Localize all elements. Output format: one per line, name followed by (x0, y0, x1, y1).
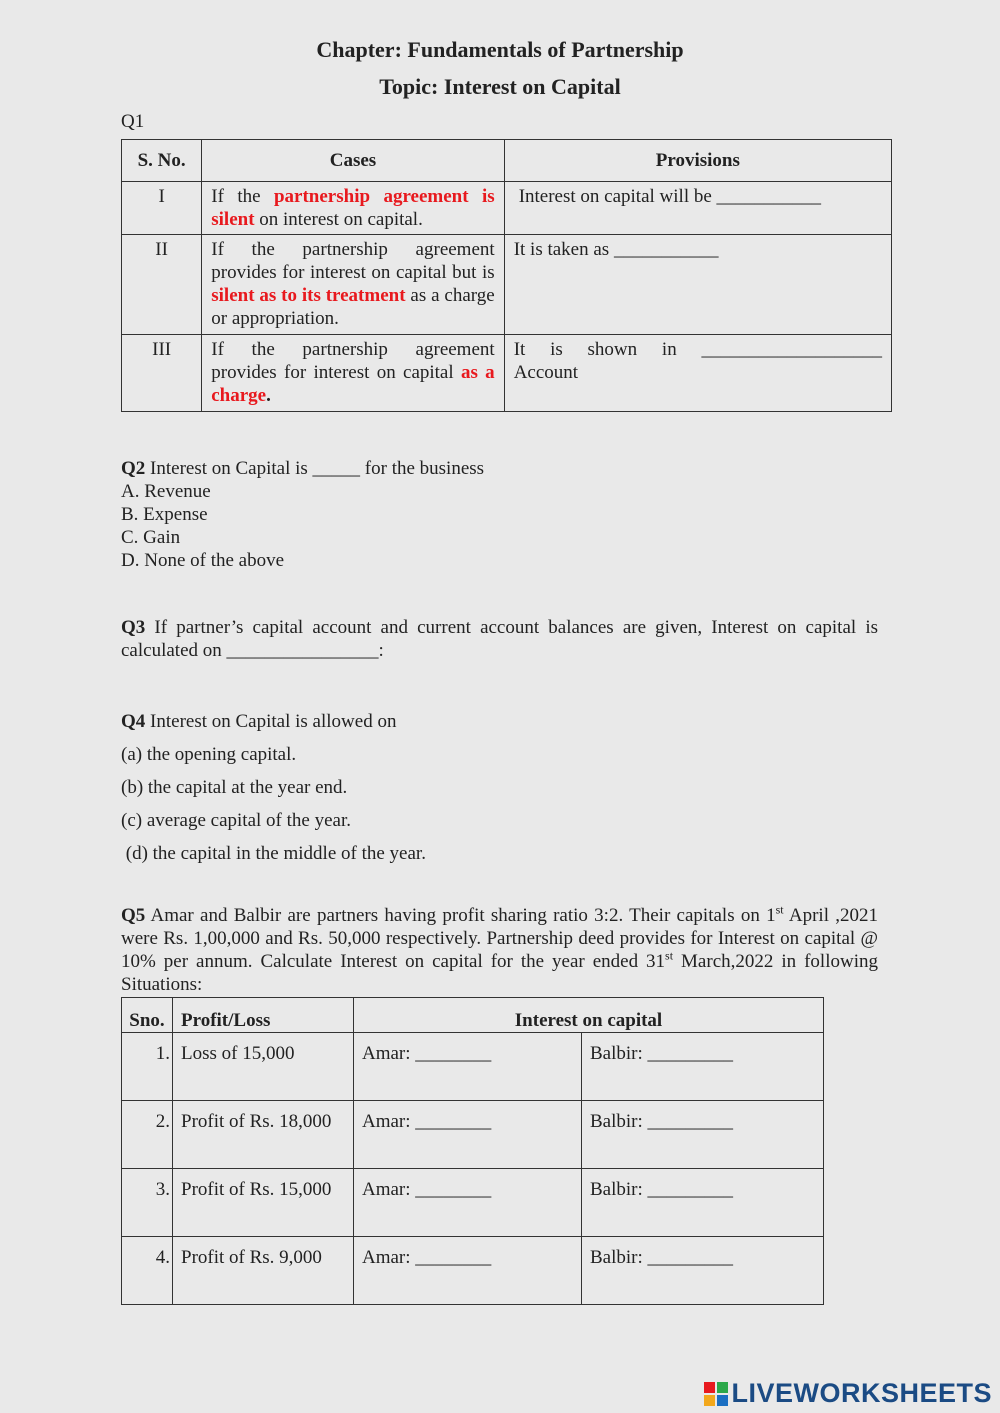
provision-line: It is shown in ___________________ (513, 339, 882, 360)
table-row (122, 335, 892, 412)
topic-title: Topic: Interest on Capital (379, 74, 621, 99)
logo-square (717, 1382, 728, 1393)
q3-number: Q3 (121, 617, 146, 638)
q5-sup: st (665, 948, 674, 963)
provision-text[interactable] (504, 335, 891, 412)
row-profit-loss: Profit of Rs. 18,000 (173, 1101, 354, 1169)
q1-table (121, 139, 892, 412)
header-sno: Sno. (122, 998, 173, 1033)
q2-option-b[interactable]: B. Expense (121, 504, 208, 525)
q4-option-a[interactable]: (a) the opening capital. (121, 744, 297, 765)
case-text (202, 235, 504, 335)
case-text-part: If the (211, 186, 274, 207)
row-sno: 1. (122, 1033, 173, 1101)
q5-text: April ,2021 were Rs. 1,00,000 and Rs. 50,000 respectively. Partnership deed provides for Interest on capital @ 10% per annum. Calculate Interest on capital for the year ended 31 (121, 905, 879, 972)
amar-answer[interactable]: Amar: ________ (354, 1237, 582, 1305)
provision-line: Account (513, 362, 579, 383)
q4-option-c[interactable]: (c) average capital of the year. (121, 810, 351, 831)
chapter-title: Chapter: Fundamentals of Partnership (316, 37, 684, 62)
q5-question (121, 904, 878, 996)
table-row (122, 1033, 824, 1101)
q2-option-d[interactable]: D. None of the above (121, 550, 285, 571)
q2-question[interactable] (121, 457, 484, 480)
q2-text: Interest on Capital is _____ for the business (145, 458, 485, 479)
logo-square (704, 1382, 715, 1393)
case-text-part: If the partnership agreement provides for interest on capital but is (211, 239, 495, 283)
q3-text: If partner’s capital account and current account balances are given, Interest on capital is calculated on ________________: (121, 617, 878, 661)
q1-label: Q1 (121, 111, 145, 132)
case-text-part: as a charge or appropriation. (211, 285, 495, 329)
row-profit-loss: Profit of Rs. 9,000 (173, 1237, 354, 1305)
case-text-part: on interest on capital. (254, 209, 423, 230)
table-row (122, 1169, 824, 1237)
case-text (202, 335, 504, 412)
row-sno: III (122, 335, 202, 412)
q5-table (121, 997, 824, 1305)
table-row (122, 182, 892, 235)
q2-option-a[interactable]: A. Revenue (121, 481, 211, 502)
provision-text[interactable]: It is taken as ___________ (504, 235, 891, 335)
header-interest: Interest on capital (354, 998, 824, 1033)
logo-square (704, 1395, 715, 1406)
balbir-answer[interactable]: Balbir: _________ (582, 1101, 824, 1169)
q4-question (121, 705, 426, 738)
table-row (122, 1237, 824, 1305)
balbir-answer[interactable]: Balbir: _________ (582, 1237, 824, 1305)
header-cases: Cases (202, 140, 504, 182)
case-highlight: silent as to its treatment (211, 285, 406, 306)
q2-option-c[interactable]: C. Gain (121, 527, 181, 548)
row-sno: 4. (122, 1237, 173, 1305)
header-provisions: Provisions (504, 140, 891, 182)
q4-block (121, 705, 426, 870)
q4-number: Q4 (121, 711, 146, 732)
row-profit-loss: Loss of 15,000 (173, 1033, 354, 1101)
liveworksheets-logo[interactable] (704, 1378, 992, 1409)
amar-answer[interactable]: Amar: ________ (354, 1033, 582, 1101)
table-row (122, 235, 892, 335)
case-highlight: partnership agreement is silent (211, 186, 495, 230)
case-text-part: If the partnership agreement provides for interest on capital (211, 339, 495, 383)
row-sno: II (122, 235, 202, 335)
logo-text: LIVEWORKSHEETS (731, 1378, 992, 1408)
q4-text: Interest on Capital is allowed on (145, 711, 397, 732)
q4-option-d[interactable]: (d) the capital in the middle of the year. (121, 843, 426, 864)
balbir-answer[interactable]: Balbir: _________ (582, 1169, 824, 1237)
row-sno: 3. (122, 1169, 173, 1237)
q5-text: Amar and Balbir are partners having profit sharing ratio 3:2. Their capitals on 1 (145, 905, 776, 926)
header-sno: S. No. (122, 140, 202, 182)
q5-text: March,2022 in following Situations: (121, 951, 878, 995)
table-header-row (122, 998, 824, 1033)
row-sno: 2. (122, 1101, 173, 1169)
provision-text[interactable]: Interest on capital will be ___________ (504, 182, 891, 235)
q4-option-b[interactable]: (b) the capital at the year end. (121, 777, 348, 798)
q3-question[interactable] (121, 616, 878, 662)
q2-block (121, 457, 484, 572)
header-profit-loss: Profit/Loss (173, 998, 354, 1033)
case-text-part: . (266, 385, 271, 406)
q2-number: Q2 (121, 458, 146, 479)
table-row (122, 1101, 824, 1169)
case-highlight: as a charge (211, 362, 495, 406)
case-text (202, 182, 504, 235)
liveworksheets-logo-icon (704, 1382, 728, 1406)
balbir-answer[interactable]: Balbir: _________ (582, 1033, 824, 1101)
q5-sup: st (775, 902, 784, 917)
row-profit-loss: Profit of Rs. 15,000 (173, 1169, 354, 1237)
amar-answer[interactable]: Amar: ________ (354, 1101, 582, 1169)
q5-number: Q5 (121, 905, 146, 926)
logo-square (717, 1395, 728, 1406)
table-header-row (122, 140, 892, 182)
row-sno: I (122, 182, 202, 235)
amar-answer[interactable]: Amar: ________ (354, 1169, 582, 1237)
